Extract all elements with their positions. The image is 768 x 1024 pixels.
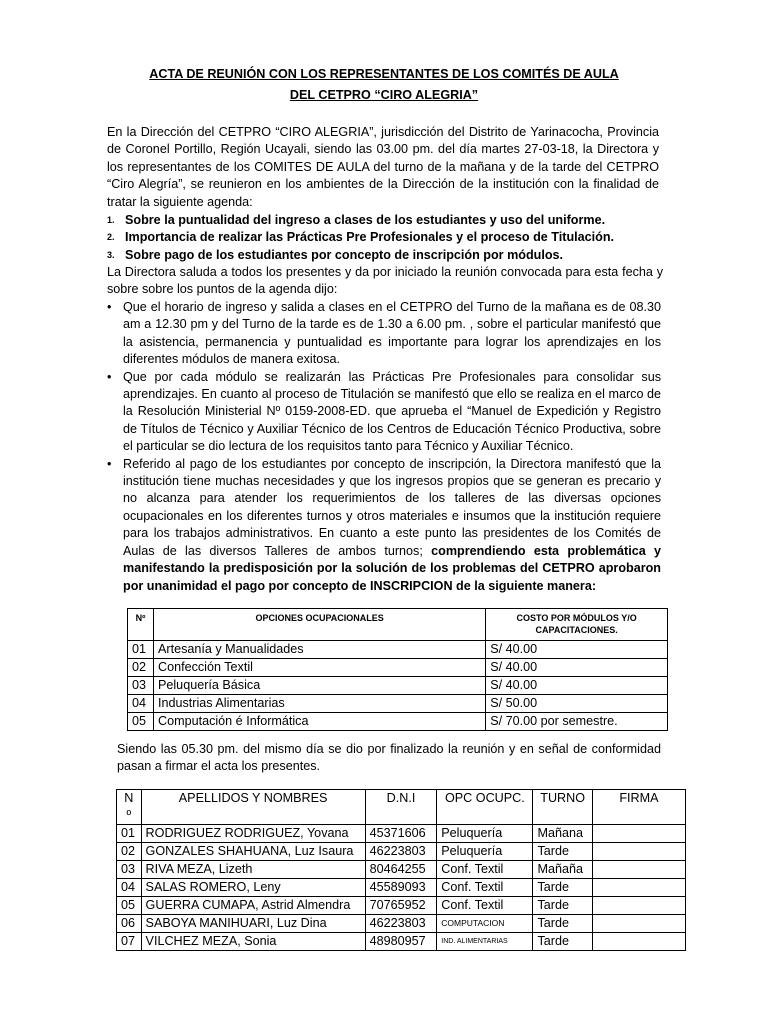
cell-dni: 46223803 <box>365 915 437 933</box>
cell-name: SALAS ROMERO, Leny <box>141 879 365 897</box>
cell-name: VILCHEZ MEZA, Sonia <box>141 933 365 951</box>
cell-shift: Tarde <box>533 879 592 897</box>
table-row <box>117 933 686 951</box>
cell-shift: Tarde <box>533 933 592 951</box>
col-cost-header: COSTO POR MÓDULOS Y/O CAPACITACIONES. <box>486 609 668 641</box>
table-row <box>128 641 668 659</box>
table-row <box>128 659 668 677</box>
table-row <box>117 843 686 861</box>
agenda-text: Sobre la puntualidad del ingreso a clases de los estudiantes y uso del uniforme. <box>125 213 606 227</box>
cost-table-header <box>128 609 668 641</box>
cell-number: 05 <box>128 713 154 731</box>
cell-name: RODRIGUEZ RODRIGUEZ, Yovana <box>141 825 365 843</box>
cell-number: 07 <box>117 933 142 951</box>
bullet-bold-text: comprendiendo esta problemática y manifestando la predisposición por la solución de los problemas del CETPRO aprobaron por unanimidad el pago por concepto de INSCRIPCION de la siguiente manera: <box>123 543 661 593</box>
agenda-item <box>107 229 667 246</box>
cell-number: 06 <box>117 915 142 933</box>
cell-number: 05 <box>117 897 142 915</box>
table-row <box>117 915 686 933</box>
cell-option: Artesanía y Manualidades <box>153 641 485 659</box>
cell-name: GONZALES SHAHUANA, Luz Isaura <box>141 843 365 861</box>
signature-table-header <box>117 790 686 825</box>
cell-signature <box>592 915 685 933</box>
cell-cost: S/ 50.00 <box>486 695 668 713</box>
cell-shift: Tarde <box>533 897 592 915</box>
table-row <box>128 677 668 695</box>
cell-cost: S/ 40.00 <box>486 641 668 659</box>
cell-cost: S/ 40.00 <box>486 677 668 695</box>
bullet-item <box>107 369 661 456</box>
cell-signature <box>592 843 685 861</box>
cell-number: 02 <box>117 843 142 861</box>
cell-dni: 45371606 <box>365 825 437 843</box>
bullet-item <box>107 299 661 369</box>
agenda-item <box>107 212 667 229</box>
agenda-text: Sobre pago de los estudiantes por concepto de inscripción por módulos. <box>125 247 564 262</box>
col-options-header: OPCIONES OCUPACIONALES <box>153 609 485 641</box>
cell-occupation: COMPUTACION <box>437 915 533 933</box>
bullet-dot-icon: • <box>107 456 112 471</box>
table-row <box>128 713 668 731</box>
cell-name: SABOYA MANIHUARI, Luz Dina <box>141 915 365 933</box>
cell-number: 04 <box>128 695 154 713</box>
cell-dni: 70765952 <box>365 897 437 915</box>
col-occupation-header: OPC OCUPC. <box>437 790 533 825</box>
cell-number: 03 <box>117 861 142 879</box>
bullet-text: Que por cada módulo se realizarán las Prácticas Pre Profesionales para consolidar sus aprendizajes. En cuanto al proceso de Titulación se manifestó que ello se realiza en el marco de la Resolución Ministerial Nº 0159-2008-ED. que aprueba el “Manuel de Expedición y Registro de Títulos de Técnico y Auxiliar Técnico de los Centros de Educación Técnico Productiva, sobre el particular se dio lectura de los requisitos tanto para Técnico y Auxiliar Técnico. <box>123 369 661 454</box>
col-signature-header: FIRMA <box>592 790 685 825</box>
greeting-paragraph: La Directora saluda a todos los presentes y da por iniciado la reunión convocada para esta fecha y sobre sobre los puntos de la agenda dijo: <box>107 265 663 297</box>
cell-occupation: Peluquería <box>437 843 533 861</box>
cell-number: 04 <box>117 879 142 897</box>
cell-option: Industrias Alimentarias <box>153 695 485 713</box>
cell-number: 03 <box>128 677 154 695</box>
col-name-header: APELLIDOS Y NOMBRES <box>141 790 365 825</box>
cell-shift: Tarde <box>533 915 592 933</box>
cell-number: 01 <box>128 641 154 659</box>
bullet-dot-icon: • <box>107 300 112 314</box>
col-number-header: N º <box>117 790 142 825</box>
table-row <box>117 825 686 843</box>
agenda-text: Importancia de realizar las Prácticas Pre Profesionales y el proceso de Titulación. <box>125 230 615 245</box>
cell-signature <box>592 825 685 843</box>
cell-shift: Mañaña <box>533 861 592 879</box>
cell-dni: 46223803 <box>365 843 437 861</box>
cell-signature <box>592 933 685 951</box>
agenda-item <box>107 247 667 264</box>
cell-occupation: Conf. Textil <box>437 897 533 915</box>
bullet-dot-icon: • <box>107 369 112 384</box>
table-row <box>117 861 686 879</box>
cell-shift: Tarde <box>533 843 592 861</box>
cell-occupation: Conf. Textil <box>437 861 533 879</box>
document-subtitle: DEL CETPRO “CIRO ALEGRIA” <box>289 88 479 102</box>
cell-number: 02 <box>128 659 154 677</box>
cell-signature <box>592 897 685 915</box>
agenda-number: 3. <box>107 249 115 260</box>
bullet-text: Referido al pago de los estudiantes por concepto de inscripción, la Directora manifestó que la institución tiene muchas necesidades y que los ingresos propios que se generan es precario y no alcanza para atender los requerimientos de los talleres de las diversas opciones ocupacionales en los diferentes turnos y otros materiales e insumos que la institución requiere para los trabajos administrativos. En cuanto a este punto las presidentes de los Comités de Aulas de las diversos Talleres de ambos turnos; <box>123 456 661 558</box>
cell-dni: 80464255 <box>365 861 437 879</box>
cell-dni: 48980957 <box>365 933 437 951</box>
cell-dni: 45589093 <box>365 879 437 897</box>
cell-occupation: IND. ALIMENTARIAS <box>437 933 533 951</box>
cell-cost: S/ 40.00 <box>486 659 668 677</box>
cell-option: Computación é Informática <box>153 713 485 731</box>
cell-signature <box>592 861 685 879</box>
table-row <box>117 879 686 897</box>
cell-number: 01 <box>117 825 142 843</box>
cell-option: Confección Textil <box>153 659 485 677</box>
cell-name: GUERRA CUMAPA, Astrid Almendra <box>141 897 365 915</box>
intro-paragraph: En la Dirección del CETPRO “CIRO ALEGRIA”, jurisdicción del Distrito de Yarinacocha, Provincia de Coronel Portillo, Región Ucayali, siendo las 03.00 pm. del día martes 27-03-18, la Directora y los representantes de los COMITES DE AULA del turno de la mañana y de la tarde del CETPRO “Ciro Alegría”, se reunieron en los ambientes de la Dirección de la institución con la finalidad de tratar la siguiente agenda: <box>107 125 659 209</box>
col-dni-header: D.N.I <box>365 790 437 825</box>
bullet-text: Que el horario de ingreso y salida a clases en el CETPRO del Turno de la mañana es de 08.30 am a 12.30 pm y del Turno de la tarde es de 1.30 a 6.00 pm. , sobre el particular manifestó que la asistencia, permanencia y puntualidad es importante para lograr los aprendizajes en los diferentes módulos de manera exitosa. <box>123 300 661 367</box>
table-row <box>128 695 668 713</box>
cell-occupation: Conf. Textil <box>437 879 533 897</box>
signature-table <box>116 789 686 951</box>
cell-occupation: Peluquería <box>437 825 533 843</box>
bullet-list <box>107 299 661 595</box>
col-shift-header: TURNO <box>533 790 592 825</box>
closing-paragraph: Siendo las 05.30 pm. del mismo día se dio por finalizado la reunión y en señal de conformidad pasan a firmar el acta los presentes. <box>117 742 661 774</box>
cell-cost: S/ 70.00 por semestre. <box>486 713 668 731</box>
cell-signature <box>592 879 685 897</box>
document-title: ACTA DE REUNIÓN CON LOS REPRESENTANTES DE LOS COMITÉS DE AULA <box>149 67 619 81</box>
agenda-number: 2. <box>107 232 115 243</box>
cell-name: RIVA MEZA, Lizeth <box>141 861 365 879</box>
cell-option: Peluquería Básica <box>153 677 485 695</box>
cost-table <box>127 608 668 731</box>
table-row <box>117 897 686 915</box>
cell-shift: Mañana <box>533 825 592 843</box>
col-number-header: Nº <box>128 609 154 641</box>
agenda-list <box>107 212 667 264</box>
agenda-number: 1. <box>107 215 115 225</box>
bullet-item <box>107 456 661 595</box>
